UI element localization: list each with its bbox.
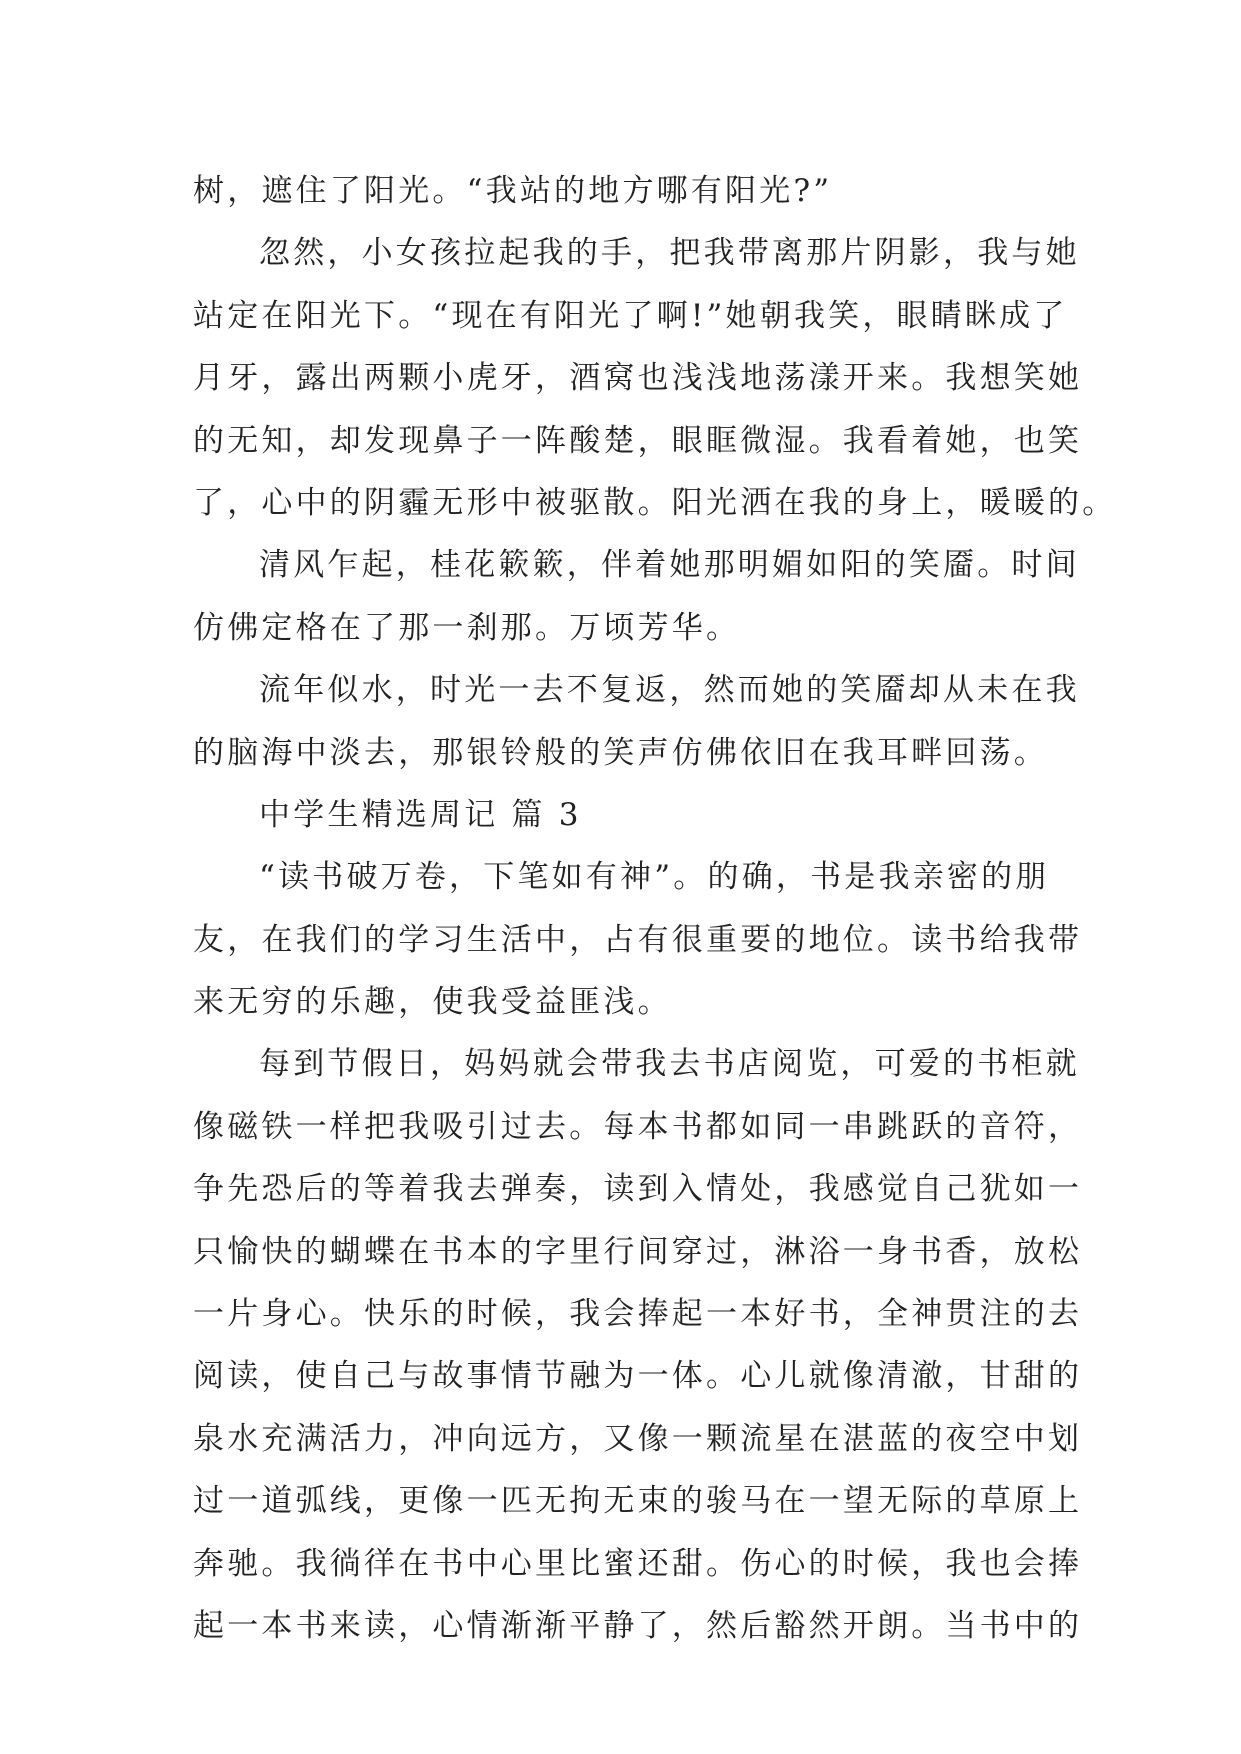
text-line: 的脑海中淡去，那银铃般的笑声仿佛依旧在我耳畔回荡。 [193, 734, 1048, 771]
text-line: 流年似水，时光一去不复返，然而她的笑靥却从未在我 [259, 672, 1080, 709]
text-line: 来无穷的乐趣，使我受益匪浅。 [193, 984, 672, 1021]
text-line: 过一道弧线，更像一匹无拘无束的骏马在一望无际的草原上 [193, 1483, 1083, 1520]
text-line: 奔驰。我徜徉在书中心里比蜜还甜。伤心的时候，我也会捧 [193, 1545, 1083, 1582]
text-line: 友，在我们的学习生活中，占有很重要的地位。读书给我带 [193, 921, 1083, 958]
text-line: 树，遮住了阳光。“我站的地方哪有阳光?” [193, 173, 833, 209]
text-line: 阅读，使自己与故事情节融为一体。心儿就像清澈，甘甜的 [193, 1358, 1083, 1395]
text-line: 一片身心。快乐的时候，我会捧起一本好书，全神贯注的去 [193, 1296, 1083, 1333]
text-line: 清风乍起，桂花簌簌，伴着她那明媚如阳的笑靥。时间 [259, 547, 1080, 584]
text-line: 像磁铁一样把我吸引过去。每本书都如同一串跳跃的音符， [193, 1108, 1083, 1145]
text-line: 泉水充满活力，冲向远方，又像一颗流星在湛蓝的夜空中划 [193, 1420, 1083, 1457]
text-line: 了，心中的阴霾无形中被驱散。阳光洒在我的身上，暖暖的。 [193, 484, 1117, 521]
text-line: 站定在阳光下。“现在有阳光了啊!”她朝我笑，眼睛眯成了 [193, 297, 1068, 334]
text-line: 仿佛定格在了那一刹那。万顷芳华。 [193, 609, 741, 646]
text-line: 的无知，却发现鼻子一阵酸楚，眼眶微湿。我看着她，也笑 [193, 422, 1083, 459]
text-line: 忽然，小女孩拉起我的手，把我带离那片阴影，我与她 [259, 235, 1080, 272]
text-line: 每到节假日，妈妈就会带我去书店阅览，可爱的书柜就 [259, 1046, 1080, 1083]
section-heading: 中学生精选周记 篇 3 [259, 796, 582, 833]
text-line: 争先恐后的等着我去弹奏，读到入情处，我感觉自己犹如一 [193, 1171, 1083, 1208]
text-line: 只愉快的蝴蝶在书本的字里行间穿过，淋浴一身书香，放松 [193, 1233, 1083, 1270]
text-line: 起一本书来读，心情渐渐平静了，然后豁然开朗。当书中的 [193, 1607, 1083, 1644]
text-line: “读书破万卷，下笔如有神”。的确，书是我亲密的朋 [259, 859, 1050, 896]
text-line: 月牙，露出两颗小虎牙，酒窝也浅浅地荡漾开来。我想笑她 [193, 360, 1083, 397]
document-body [193, 160, 1117, 1657]
